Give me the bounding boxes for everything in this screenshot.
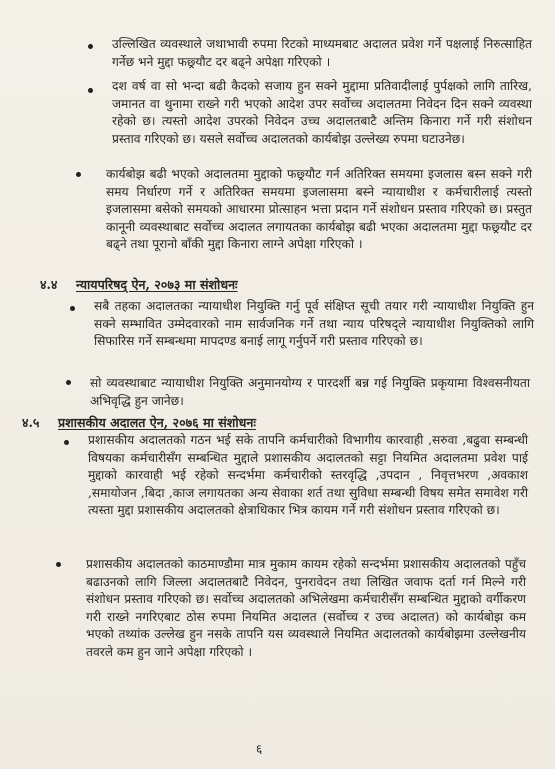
bullet-marker <box>88 44 93 49</box>
section-heading <box>40 276 238 294</box>
bullet-marker <box>66 380 71 385</box>
bullet-marker <box>76 172 81 177</box>
section-title: प्रशासकीय अदालत ऐन, २०७६ मा संशोधनः <box>58 415 256 430</box>
list-item: उल्लिखित व्यवस्थाले जथाभावी रुपमा रिटको माध्यमबाट अदालत प्रवेश गर्ने पक्षलाई निरुत्साहित गर्नेछ भने मुद्दा फछ्र्यौट दर बढ्ने अपेक्षा गरिएको । <box>112 37 532 69</box>
list-item: प्रशासकीय अदालतको गठन भई सके तापनि कर्मचारीको विभागीय कारवाही ,सरुवा ,बढुवा सम्बन्धी विषयका कर्मचारीसँग सम्बन्धित मुद्दाले प्रशासकीय अदालतको सट्टा नियमित अदालतमा प्रवेश पाई मुद्दाको कारवाही भई रहेको सन्दर्भमा कर्मचारीको स्तरवृद्धि ,उपदान , निवृत्तभरण ,अवकाश ,समायोजन ,बिदा ,काज लगायतका अन्य सेवाका शर्त तथा सुविधा सम्बन्धी विषय समेत समावेश गरी त्यस्ता मुद्दा प्रशासकीय अदालतको क्षेत्राधिकार भित्र कायम गर्ने गरी संशोधन प्रस्ताव गरिएको छ। <box>88 433 528 517</box>
list-item: कार्यबोझ बढी भएको अदालतमा मुद्दाको फछ्र्यौट गर्न अतिरिक्त समयमा इजलास बस्न सक्ने गरी समय निर्धारण गर्ने र अतिरिक्त समयमा इजलासमा बस्ने न्यायाधीश र कर्मचारीलाई त्यस्तो इजलासमा बसेको समयको आधारमा प्रोत्साहन भत्ता प्रदान गर्ने संशोधन प्रस्ताव गरिएको छ। प्रस्तुत कानूनी व्यवस्थाबाट सर्वोच्च अदालत लगायतका कार्यबोझ बढी भएका अदालतमा मुद्दा फछ्र्यौट दर बढ्ने तथा पूरानो बाँकी मुद्दा किनारा लाग्ने अपेक्षा गरिएको । <box>106 167 532 251</box>
bullet-marker <box>88 88 93 93</box>
list-item: प्रशासकीय अदालतको काठमाण्डौमा मात्र मुकाम कायम रहेको सन्दर्भमा प्रशासकीय अदालतको पहुँच बढाउनको लागि जिल्ला अदालतबाटै निवेदन, पुनरावेदन तथा लिखित जवाफ दर्ता गर्न मिल्ने गरी संशोधन प्रस्ताव गरिएको छ। सर्वोच्च अदालतको अभिलेखमा कर्मचारीसँग सम्बन्धित मुद्दाको वर्गीकरण गरी राख्ने नगरिएबाट ठोस रुपमा नियमित अदालत (सर्वोच्च र उच्च अदालत) को कार्यबोझ कम भएको तथ्यांक उल्लेख हुन नसके तापनि यस व्यवस्थाले नियमित अदालतको कार्यबोझमा उल्लेखनीय तवरले कम हुन जाने अपेक्षा गरिएको । <box>86 557 526 659</box>
list-item: सबै तहका अदालतका न्यायाधीश नियुक्ति गर्नु पूर्व संक्षिप्त सूची तयार गरी न्यायाधीश नियुक्ति हुन सक्ने सम्भावित उम्मेदवारको नाम सार्वजनिक गर्ने तथा न्याय परिषद्ले न्यायाधीश नियुक्तिको लागि सिफारिस गर्ने सम्बन्धमा मापदण्ड बनाई लागू गर्नुपर्ने गरी प्रस्ताव गरिएको छ। <box>94 299 534 348</box>
section-number: ४.५ <box>22 415 40 430</box>
page-number: ६ <box>256 742 263 756</box>
section-heading <box>22 414 256 432</box>
list-item: दश वर्ष वा सो भन्दा बढी कैदको सजाय हुन सक्ने मुद्दामा प्रतिवादीलाई पुर्पक्षको लागि तारिख, जमानत वा थुनामा राख्ने गरी भएको आदेश उपर सर्वोच्च अदालतमा निवेदन दिन सक्ने व्यवस्था रहेको छ। त्यस्तो आदेश उपरको निवेदन उच्च अदालतबाटै अन्तिम किनारा गर्ने गरी संशोधन प्रस्ताव गरिएको छ। यसले सर्वोच्च अदालतको कार्यबोझ उल्लेख्य रुपमा घटाउनेछ। <box>112 79 532 146</box>
section-title: न्यायपरिषद् ऐन, २०७३ मा संशोधनः <box>76 277 238 292</box>
list-item: सो व्यवस्थाबाट न्यायाधीश नियुक्ति अनुमानयोग्य र पारदर्शी बन्न गई नियुक्ति प्रकृयामा विश्वसनीयता अभिवृद्धि हुन जानेछ। <box>90 376 530 408</box>
bullet-marker <box>70 306 75 311</box>
bullet-marker <box>64 440 69 445</box>
bullet-marker <box>56 562 61 567</box>
section-number: ४.४ <box>40 277 58 292</box>
